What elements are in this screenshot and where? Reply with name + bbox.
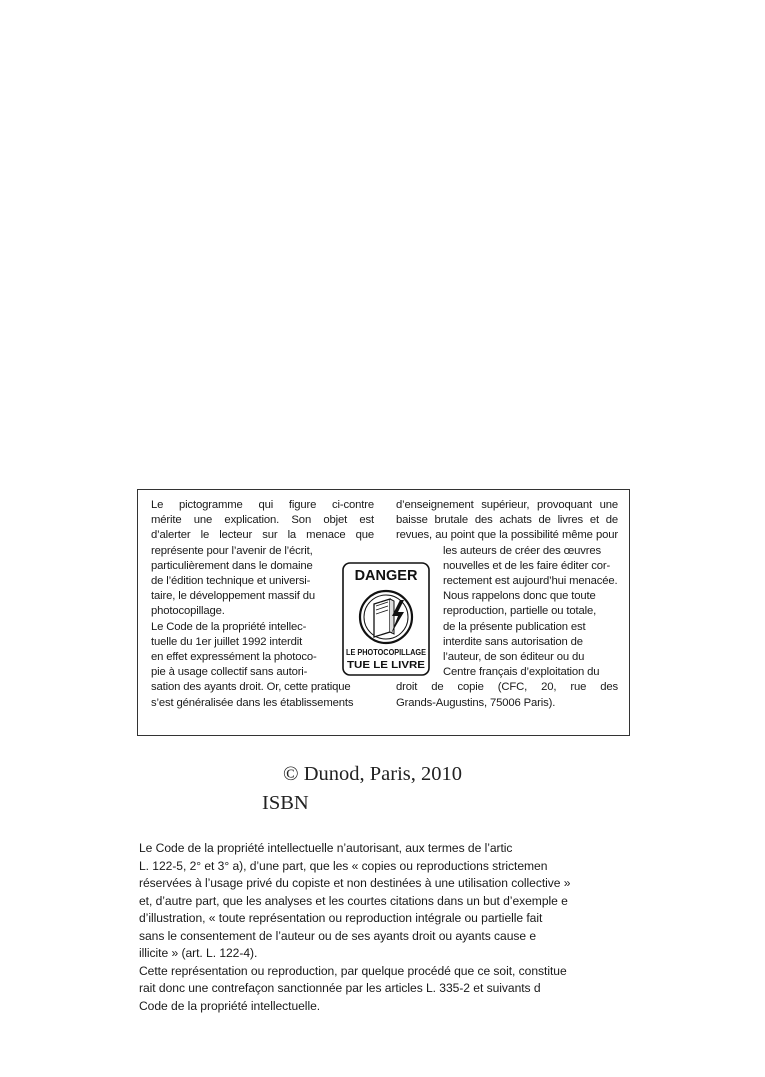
legal-line: réservées à l’usage privé du copiste et non destinées à une utilisation collective » xyxy=(139,876,571,890)
notice-line: rectement est aujourd’hui menacée. xyxy=(443,575,618,587)
notice-line: s’est généralisée dans les établissements xyxy=(151,696,354,709)
notice-line: les auteurs de créer des œuvres xyxy=(443,544,601,557)
photocopy-warning-box xyxy=(137,489,630,736)
notice-left-top xyxy=(151,498,374,544)
legal-line: Code de la propriété intellectuelle. xyxy=(139,998,321,1013)
notice-line: Nous rappelons donc que toute xyxy=(443,590,596,603)
notice-line: d’enseignement supérieur, provoquant une xyxy=(396,499,618,511)
notice-line: taire, le développement massif du xyxy=(151,590,315,603)
danger-pictogram xyxy=(342,562,430,676)
notice-line: de l’édition technique et universi- xyxy=(151,575,311,587)
notice-right-top xyxy=(396,498,618,544)
notice-line: baisse brutale des achats de livres et de xyxy=(396,514,618,527)
legal-line: et, d’autre part, que les analyses et les courtes citations dans un but d’exemple e xyxy=(139,893,568,908)
notice-line: Le Code de la propriété intellec- xyxy=(151,620,307,633)
notice-right-narrow xyxy=(443,544,618,681)
notice-line: l’auteur, de son éditeur ou du xyxy=(443,651,585,664)
legal-notice xyxy=(139,840,626,1015)
legal-line: L. 122-5, 2° et 3° a), d’une part, que les « copies ou reproductions strictemen xyxy=(139,858,548,873)
notice-line: particulièrement dans le domaine xyxy=(151,559,313,572)
notice-line: représente pour l’avenir de l’écrit, xyxy=(151,544,313,557)
notice-line: sation des ayants droit. Or, cette pratique xyxy=(151,681,351,694)
copyright-line: © Dunod, Paris, 2010 xyxy=(283,763,463,785)
notice-line: nouvelles et de les faire éditer cor- xyxy=(443,559,611,572)
notice-line: mérite une explication. Son objet est xyxy=(151,514,374,527)
notice-left-narrow xyxy=(151,544,339,681)
notice-line: Le pictogramme qui figure ci-contre xyxy=(151,499,374,511)
notice-line: droit de copie (CFC, 20, rue des xyxy=(396,681,618,694)
pictogram-slogan-line2: TUE LE LIVRE xyxy=(347,659,425,671)
legal-line: Le Code de la propriété intellectuelle n’autorisant, aux termes de l’artic xyxy=(139,841,513,855)
notice-line: Centre français d’exploitation du xyxy=(443,666,600,679)
notice-line: Grands-Augustins, 75006 Paris). xyxy=(396,696,556,709)
notice-line: d’alerter le lecteur sur la menace que xyxy=(151,529,374,542)
notice-line: en effet expressément la photoco- xyxy=(151,651,317,664)
notice-line: photocopillage. xyxy=(151,605,225,618)
notice-line: pie à usage collectif sans autori- xyxy=(151,666,308,679)
legal-line: Cette représentation ou reproduction, par quelque procédé que ce soit, constitue xyxy=(139,963,567,978)
notice-line: revues, au point que la possibilité même pour xyxy=(396,529,618,542)
notice-line: tuelle du 1er juillet 1992 interdit xyxy=(151,635,303,648)
notice-left-bottom xyxy=(151,680,374,710)
notice-right-bottom xyxy=(396,680,618,710)
pictogram-danger-text: DANGER xyxy=(354,568,418,584)
notice-line: reproduction, partielle ou totale, xyxy=(443,605,597,618)
pictogram-slogan-line1: LE PHOTOCOPILLAGE xyxy=(346,647,427,657)
notice-line: de la présente publication est xyxy=(443,620,586,633)
legal-line: illicite » (art. L. 122-4). xyxy=(139,946,258,960)
legal-line: sans le consentement de l’auteur ou de ses ayants droit ou ayants cause e xyxy=(139,928,537,943)
legal-line: rait donc une contrefaçon sanctionnée par les articles L. 335-2 et suivants d xyxy=(139,981,541,995)
legal-line: d’illustration, « toute représentation ou reproduction intégrale ou partielle fait xyxy=(139,911,543,925)
notice-line: interdite sans autorisation de xyxy=(443,635,583,648)
isbn-label: ISBN xyxy=(262,792,309,814)
